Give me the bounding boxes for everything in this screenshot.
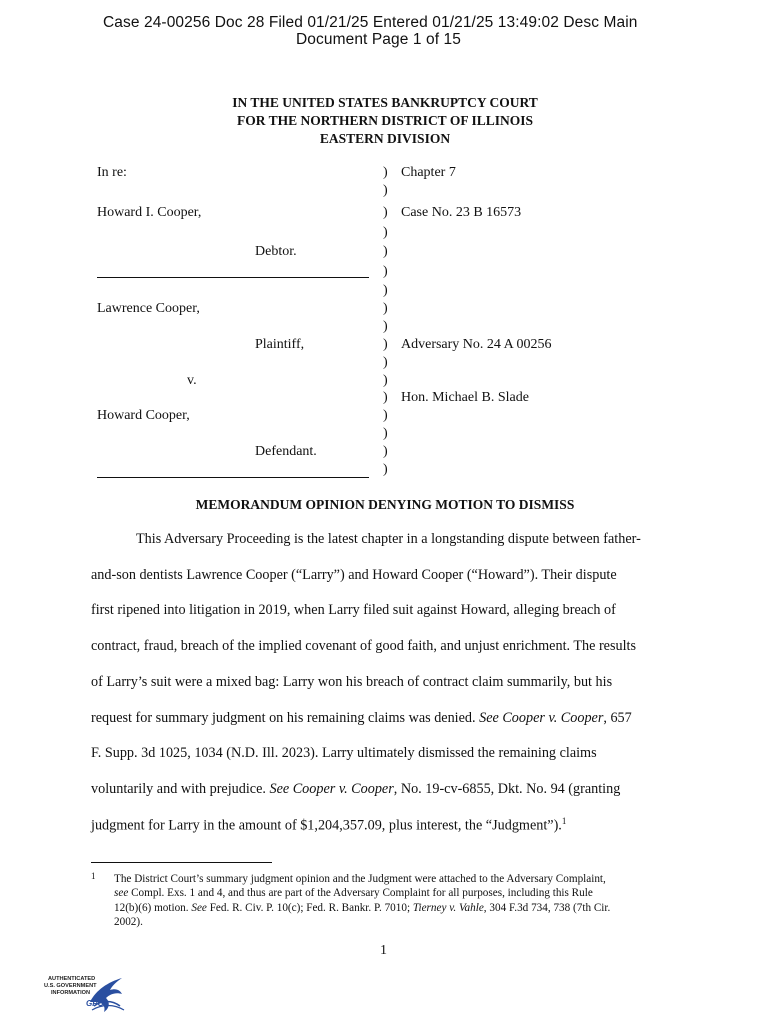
case-citation: See Cooper v. Cooper: [269, 781, 394, 797]
eagle-icon: [84, 972, 128, 1016]
caption-paren: ): [383, 225, 388, 240]
caption-defendant-role: Defendant.: [255, 444, 317, 459]
caption-defendant-name: Howard Cooper,: [97, 408, 190, 423]
caption-debtor-role: Debtor.: [255, 244, 297, 259]
body-line: [91, 781, 620, 798]
footnote-separator: [91, 862, 272, 863]
caption-paren: ): [383, 165, 388, 180]
caption-paren: ): [383, 244, 388, 259]
caption-debtor-name: Howard I. Cooper,: [97, 205, 202, 220]
footnote-line: [114, 887, 593, 899]
footnote-text: , 304 F.3d 734, 738 (7th Cir.: [483, 902, 611, 914]
signal-word: see: [114, 887, 129, 899]
caption-paren: ): [383, 426, 388, 441]
caption-divider: [97, 277, 369, 278]
case-citation: Tierney v. Vahle: [412, 902, 484, 914]
court-district: FOR THE NORTHERN DISTRICT OF ILLINOIS: [237, 113, 533, 128]
caption-paren: ): [383, 408, 388, 423]
seal-text: INFORMATION: [51, 990, 91, 996]
body-text: , 657: [603, 710, 632, 726]
seal-text: AUTHENTICATED: [48, 976, 96, 982]
footnote-text: Fed. R. Civ. P. 10(c); Fed. R. Bankr. P. 7010;: [206, 902, 413, 914]
caption-versus: v.: [187, 373, 197, 388]
footnote-line: 2002).: [114, 916, 143, 928]
caption-paren: ): [383, 337, 388, 352]
signal-word: See: [191, 902, 207, 914]
caption-paren: ): [383, 183, 388, 198]
caption-paren: ): [383, 373, 388, 388]
body-text: judgment for Larry in the amount of $1,204,357.09, plus interest, the “Judgment”).: [91, 817, 562, 834]
caption-paren: ): [383, 301, 388, 316]
court-name: IN THE UNITED STATES BANKRUPTCY COURT: [232, 95, 538, 110]
caption-plaintiff-name: Lawrence Cooper,: [97, 301, 200, 316]
footnote-text: Compl. Exs. 1 and 4, and thus are part of the Adversary Complaint for all purposes, including this Rule: [128, 887, 593, 899]
body-line: first ripened into litigation in 2019, when Larry filed suit against Howard, alleging breach of: [91, 602, 616, 618]
body-line: [91, 710, 632, 727]
caption-paren: ): [383, 319, 388, 334]
filing-header-line2: Document Page 1 of 15: [296, 31, 461, 48]
caption-paren: ): [383, 355, 388, 370]
gpo-seal: [44, 972, 134, 1018]
caption-chapter: Chapter 7: [401, 165, 456, 180]
caption-paren: ): [383, 205, 388, 220]
seal-text: U.S. GOVERNMENT: [44, 983, 97, 989]
body-line: This Adversary Proceeding is the latest chapter in a longstanding dispute between father-: [136, 531, 641, 547]
seal-gpo-text: GPO: [86, 999, 104, 1008]
footnote-reference: 1: [561, 816, 567, 826]
body-line: contract, fraud, breach of the implied covenant of good faith, and unjust enrichment. The results: [91, 638, 636, 654]
court-division: EASTERN DIVISION: [319, 131, 451, 146]
caption-case-number: Case No. 23 B 16573: [401, 205, 522, 220]
caption-divider: [97, 477, 369, 478]
case-citation: See Cooper v. Cooper: [479, 710, 604, 726]
opinion-title: MEMORANDUM OPINION DENYING MOTION TO DISMISS: [195, 497, 575, 512]
body-line: and-son dentists Lawrence Cooper (“Larry”) and Howard Cooper (“Howard”). Their dispute: [91, 567, 617, 583]
caption-paren: ): [383, 462, 388, 477]
body-text: , No. 19-cv-6855, Dkt. No. 94 (granting: [393, 781, 621, 797]
caption-plaintiff-role: Plaintiff,: [255, 337, 305, 352]
caption-in-re: In re:: [97, 165, 127, 180]
footnote-line: The District Court’s summary judgment opinion and the Judgment were attached to the Adversary Complaint,: [114, 873, 606, 885]
body-line: of Larry’s suit were a mixed bag: Larry won his breach of contract claim summarily, but his: [91, 674, 613, 690]
footnote-number: 1: [91, 871, 96, 881]
footnote-text: 12(b)(6) motion.: [114, 902, 192, 914]
body-text: request for summary judgment on his remaining claims was denied.: [91, 710, 480, 726]
body-text: voluntarily and with prejudice.: [91, 781, 270, 797]
caption-paren: ): [383, 390, 388, 405]
caption-paren: ): [383, 264, 388, 279]
body-line: [91, 816, 566, 835]
caption-paren: ): [383, 283, 388, 298]
page-number: 1: [380, 943, 387, 958]
caption-adversary-number: Adversary No. 24 A 00256: [401, 337, 552, 352]
footnote-line: [114, 902, 610, 914]
body-line: F. Supp. 3d 1025, 1034 (N.D. Ill. 2023). Larry ultimately dismissed the remaining claims: [91, 745, 597, 761]
caption-paren: ): [383, 444, 388, 459]
caption-judge: Hon. Michael B. Slade: [401, 390, 529, 405]
filing-header-line1: Case 24-00256 Doc 28 Filed 01/21/25 Entered 01/21/25 13:49:02 Desc Main: [103, 14, 638, 31]
